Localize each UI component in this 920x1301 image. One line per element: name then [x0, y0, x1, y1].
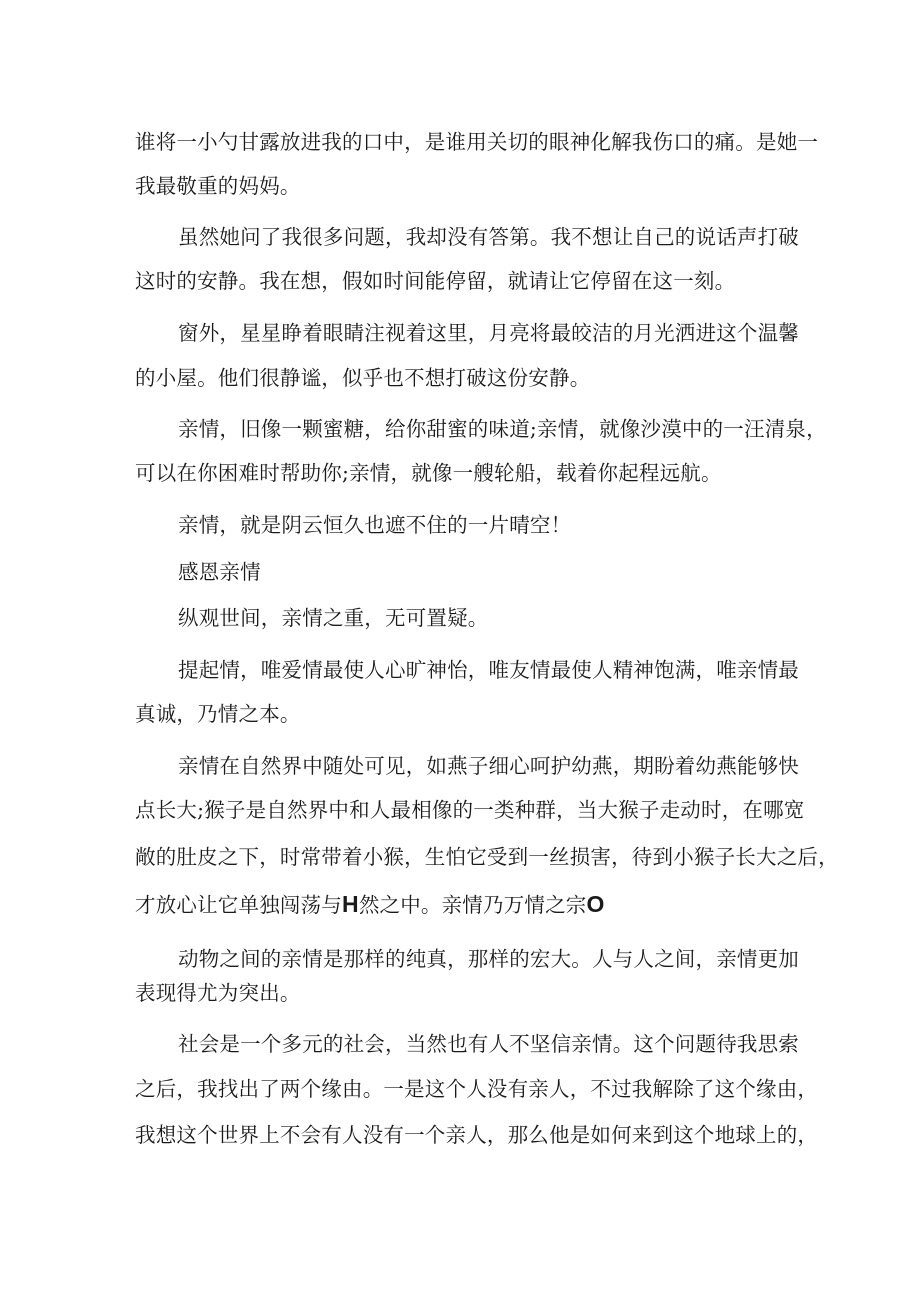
paragraph-line: 敞的肚皮之下，时常带着小猴，生怕它受到一丝损害，待到小猴子长大之后，: [135, 845, 839, 869]
paragraph-line: 可以在你困难时帮助你;亲情，就像一艘轮船，载着你起程远航。: [135, 461, 722, 485]
paragraph-line: 亲情在自然界中随处可见，如燕子细心呵护幼燕，期盼着幼燕能够快: [178, 754, 799, 778]
paragraph-line: 社会是一个多元的社会，当然也有人不坚信亲情。这个问题待我思索: [178, 1032, 799, 1056]
line-segment: 然之中。亲情乃万情之宗: [358, 893, 587, 917]
paragraph-line: 表现得尤为突出。: [135, 981, 301, 1005]
paragraph-line: 我最敬重的妈妈。: [135, 174, 301, 198]
paragraph-line: 点长大;猴子是自然界中和人最相像的一类种群，当大猴子走动时，在哪宽: [135, 798, 805, 822]
paragraph-line: 窗外，星星睁着眼睛注视着这里，月亮将最皎洁的月光洒进这个温馨: [178, 321, 799, 345]
paragraph-line: 这时的安静。我在想，假如时间能停留，就请让它停留在这一刻。: [135, 269, 736, 293]
line-segment: 才放心让它单独闯荡与: [135, 893, 342, 917]
paragraph-line: 我想这个世界上不会有人没有一个亲人，那么他是如何来到这个地球上的，: [135, 1123, 819, 1147]
paragraph-line: 虽然她问了我很多问题，我却没有答第。我不想让自己的说话声打破: [178, 225, 799, 249]
paragraph-line: 真诚，乃情之本。: [135, 702, 301, 726]
paragraph-line: 谁将一小勺甘露放进我的口中，是谁用关切的眼神化解我伤口的痛。是她一: [135, 130, 819, 154]
paragraph-line: [135, 890, 605, 919]
paragraph-line: 亲情，就是阴云恒久也遮不住的一片晴空！: [178, 513, 572, 537]
paragraph-line: 纵观世间，亲情之重，无可置疑。: [178, 606, 489, 630]
paragraph-line: 提起情，唯爱情最使人心旷神怡，唯友情最使人精神饱满，唯亲情最: [178, 658, 799, 682]
glyph-h: H: [342, 891, 359, 917]
paragraph-line: 之后，我找出了两个缘由。一是这个人没有亲人，不过我解除了这个缘由，: [135, 1077, 819, 1101]
paragraph-line: 动物之间的亲情是那样的纯真，那样的宏大。人与人之间，亲情更加: [178, 947, 799, 971]
section-heading: 感恩亲情: [178, 560, 261, 584]
glyph-o: O: [586, 891, 605, 917]
paragraph-line: 的小屋。他们很静谧，似乎也不想打破这份安静。: [135, 366, 591, 390]
paragraph-line: 亲情，旧像一颗蜜糖，给你甜蜜的味道;亲情，就像沙漠中的一汪清泉，: [178, 417, 827, 441]
